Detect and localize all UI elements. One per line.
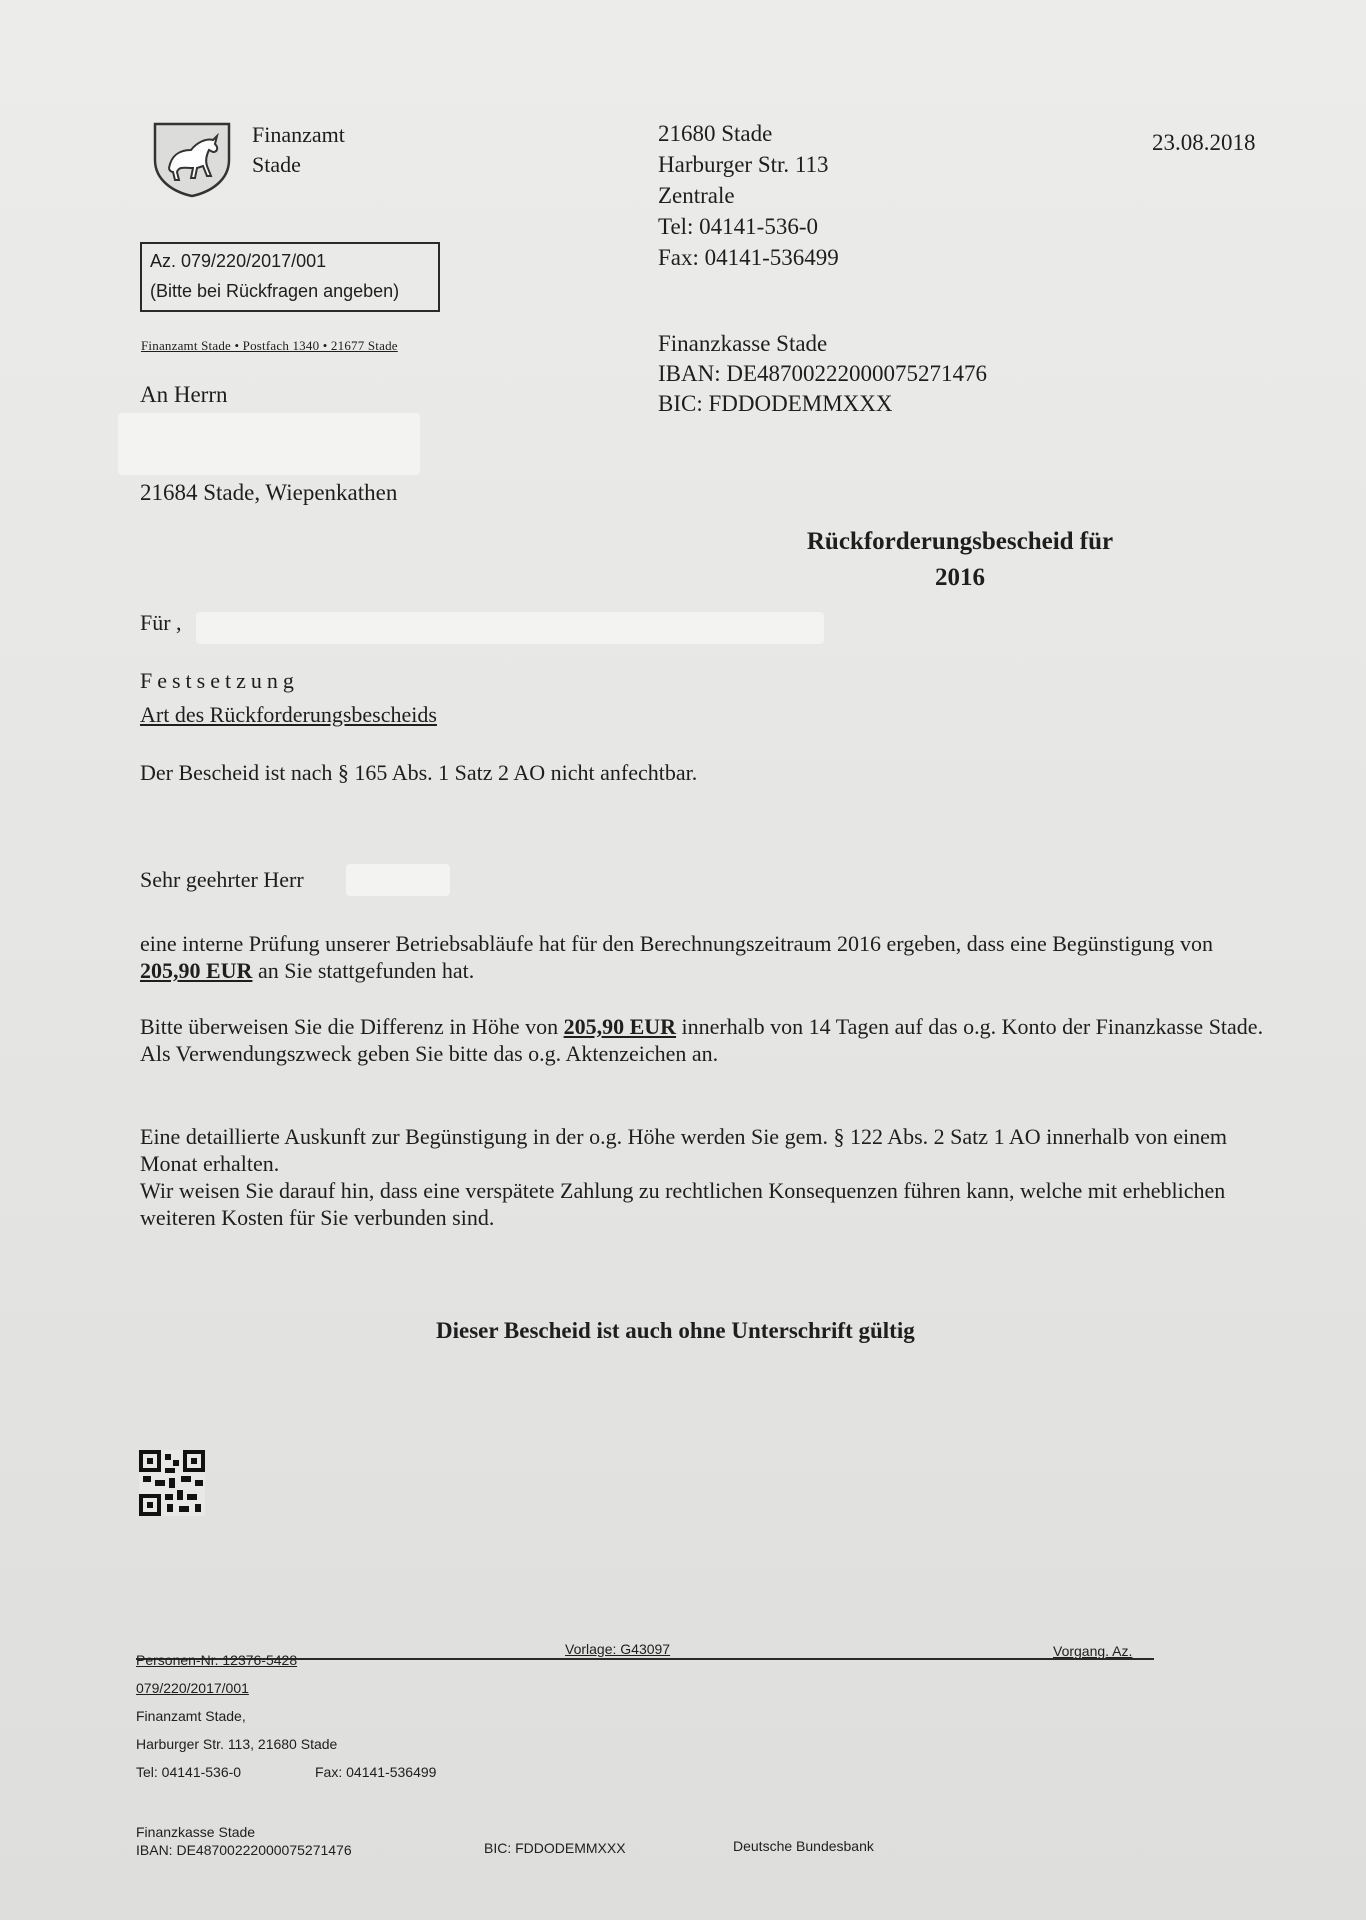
letter-subject bbox=[700, 524, 1220, 596]
sender-fax: Fax: 04141-536499 bbox=[658, 245, 839, 270]
subject-line-2: 2016 bbox=[935, 564, 985, 591]
paragraph-1: eine interne Prüfung unserer Betriebsabläufe hat für den Berechnungszeitraum 2016 ergeben, dass eine Begünstigung von 205,90 EUR an Sie stattgefunden hat. bbox=[140, 931, 1213, 983]
paragraph-2-purpose: Als Verwendungszweck geben Sie bitte das o.g. Aktenzeichen an. bbox=[140, 1041, 719, 1066]
paragraph-3: Eine detaillierte Auskunft zur Begünstigung in der o.g. Höhe werden Sie gem. § 122 Abs. 2 Satz 1 AO innerhalb von einem Monat erhalten. Wir weisen Sie darauf hin, dass eine verspätete Zahlung zu rechtlichen Konsequenzen führen kann, welche mit erheblichen weiteren Kosten für Sie verbunden sind. bbox=[140, 1124, 1227, 1230]
redacted-name bbox=[118, 413, 420, 475]
for-line: Für , bbox=[140, 610, 182, 635]
amount-2: 205,90 EUR bbox=[563, 1014, 677, 1039]
redacted-salutation-name bbox=[346, 864, 450, 896]
footer-bic: BIC: FDDODEMMXXX bbox=[484, 1840, 626, 1856]
amount-1: 205,90 EUR bbox=[140, 958, 253, 983]
footer-tel: Tel: 04141-536-0 bbox=[136, 1764, 242, 1780]
footer-bank: Deutsche Bundesbank bbox=[733, 1838, 874, 1854]
bank-name: Finanzkasse Stade bbox=[658, 331, 828, 356]
recipient-title: An Herrn bbox=[140, 382, 228, 407]
lower-saxony-horse-icon bbox=[151, 120, 233, 198]
salutation: Sehr geehrter Herr bbox=[140, 867, 304, 892]
authority-line-2: Stade bbox=[252, 152, 301, 177]
footer-office: Finanzamt Stade, bbox=[136, 1708, 246, 1724]
appeal-notice: Der Bescheid ist nach § 165 Abs. 1 Satz 2 AO nicht anfechtbar. bbox=[140, 760, 698, 785]
sender-street: Harburger Str. 113 bbox=[658, 152, 829, 177]
festsetzung-heading: Festsetzung bbox=[140, 668, 299, 693]
footer-personen-nr: Personen-Nr. 12376-5428 bbox=[136, 1652, 298, 1668]
subject-line-1: Rückforderungsbescheid für bbox=[806, 528, 1114, 555]
reference-box bbox=[140, 242, 440, 312]
footer-az: 079/220/2017/001 bbox=[136, 1680, 249, 1696]
qr-code-icon bbox=[139, 1450, 205, 1516]
footer-fax: Fax: 04141-536499 bbox=[315, 1764, 437, 1780]
reference-hint: (Bitte bei Rückfragen angeben) bbox=[150, 281, 400, 301]
sender-tel: Tel: 04141-536-0 bbox=[658, 214, 819, 239]
sender-city: 21680 Stade bbox=[658, 121, 773, 146]
sender-label: Zentrale bbox=[658, 183, 735, 208]
reference-az: Az. 079/220/2017/001 bbox=[150, 251, 327, 271]
notice-type: Art des Rückforderungsbescheids bbox=[140, 702, 437, 727]
footer-bank-name: Finanzkasse Stade bbox=[136, 1824, 256, 1840]
sender-address bbox=[658, 118, 839, 273]
authority-name bbox=[252, 120, 345, 180]
footer-iban: IBAN: DE48700222000075271476 bbox=[136, 1842, 352, 1858]
authority-line-1: Finanzamt bbox=[252, 122, 345, 147]
footer-vorgang: Vorgang. Az. bbox=[1053, 1643, 1133, 1659]
footer-address: Harburger Str. 113, 21680 Stade bbox=[136, 1736, 338, 1752]
bank-bic: BIC: FDDODEMMXXX bbox=[658, 391, 893, 416]
bank-iban: IBAN: DE48700222000075271476 bbox=[658, 361, 988, 386]
bank-details bbox=[658, 329, 987, 419]
return-address-line: Finanzamt Stade • Postfach 1340 • 21677 Stade bbox=[141, 338, 398, 353]
footer-vorlage: Vorlage: G43097 bbox=[565, 1641, 671, 1657]
recipient-city: 21684 Stade, Wiepenkathen bbox=[140, 480, 398, 505]
validity-notice: Dieser Bescheid ist auch ohne Unterschrift gültig bbox=[436, 1318, 915, 1343]
paragraph-2: Bitte überweisen Sie die Differenz in Höhe von 205,90 EUR innerhalb von 14 Tagen auf das o.g. Konto der Finanzkasse Stade. Als Verwendungszweck geben Sie bitte das o.g. Aktenzeichen an. bbox=[140, 1013, 1270, 1067]
letter-date: 23.08.2018 bbox=[1152, 130, 1256, 155]
redacted-for bbox=[196, 612, 824, 644]
